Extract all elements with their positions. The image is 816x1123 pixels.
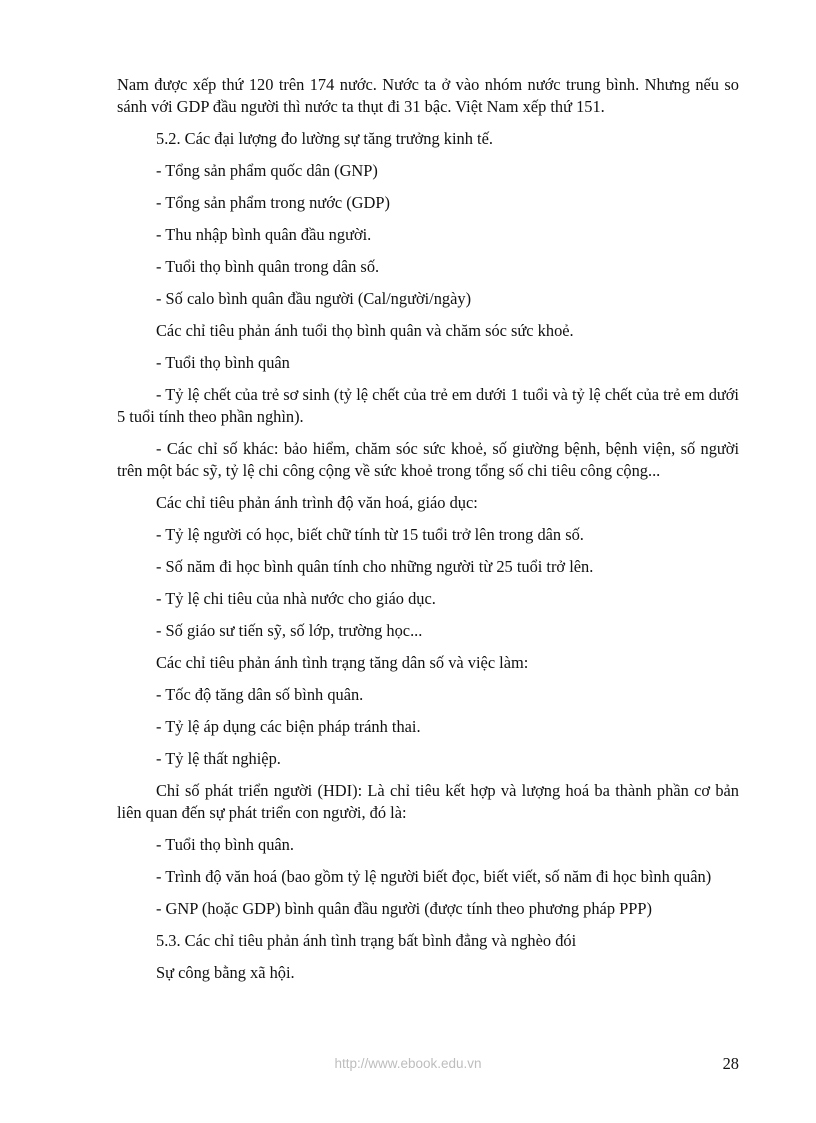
list-item: - Tuổi thọ bình quân. — [156, 835, 294, 854]
subheading-health: Các chỉ tiêu phản ánh tuổi thọ bình quân và chăm sóc sức khoẻ. — [156, 321, 574, 340]
list-item: - Tỷ lệ chi tiêu của nhà nước cho giáo dục. — [156, 589, 436, 608]
list-item: - Tỷ lệ người có học, biết chữ tính từ 15 tuổi trở lên trong dân số. — [156, 525, 584, 544]
list-item: - Tốc độ tăng dân số bình quân. — [156, 685, 364, 704]
list-item: - Trình độ văn hoá (bao gồm tỷ lệ người biết đọc, biết viết, số năm đi học bình quân) — [156, 867, 712, 886]
list-item: - Tỷ lệ chết của trẻ sơ sinh (tỷ lệ chết của trẻ em dưới 1 tuổi và tỷ lệ chết của trẻ em dưới 5 tuổi tính theo phần nghìn). — [117, 385, 739, 426]
page-number: 28 — [722, 1054, 739, 1073]
paragraph-continuation: Nam được xếp thứ 120 trên 174 nước. Nước ta ở vào nhóm nước trung bình. Nhưng nếu so sánh với GDP đầu người thì nước ta thụt đi 31 bậc. Việt Nam xếp thứ 151. — [117, 75, 739, 116]
list-item: - Tổng sản phẩm quốc dân (GNP) — [156, 161, 378, 180]
subheading-equity: Sự công bằng xã hội. — [156, 963, 295, 982]
subheading-population: Các chỉ tiêu phản ánh tình trạng tăng dân số và việc làm: — [156, 653, 529, 672]
list-item: - Tỷ lệ áp dụng các biện pháp tránh thai. — [156, 717, 421, 736]
list-item: - Số giáo sư tiến sỹ, số lớp, trường học... — [156, 621, 423, 640]
list-item: - Số calo bình quân đầu người (Cal/người/ngày) — [156, 289, 472, 308]
list-item: - Tỷ lệ thất nghiệp. — [156, 749, 281, 768]
list-item: - GNP (hoặc GDP) bình quân đầu người (được tính theo phương pháp PPP) — [156, 899, 652, 918]
hdi-paragraph: Chỉ số phát triển người (HDI): Là chỉ tiêu kết hợp và lượng hoá ba thành phần cơ bản liên quan đến sự phát triển con người, đó là: — [117, 781, 739, 822]
list-item: - Tuổi thọ bình quân trong dân số. — [156, 257, 380, 276]
list-item: - Số năm đi học bình quân tính cho những người từ 25 tuổi trở lên. — [156, 557, 594, 576]
list-item: - Các chỉ số khác: bảo hiểm, chăm sóc sức khoẻ, số giường bệnh, bệnh viện, số người trên một bác sỹ, tỷ lệ chi công cộng về sức khoẻ trong tổng số chi tiêu công cộng... — [117, 439, 739, 480]
list-item: - Tổng sản phẩm trong nước (GDP) — [156, 193, 390, 212]
subheading-education: Các chỉ tiêu phản ánh trình độ văn hoá, giáo dục: — [156, 493, 478, 512]
footer-url: http://www.ebook.edu.vn — [334, 1056, 482, 1071]
section-heading-5-2: 5.2. Các đại lượng đo lường sự tăng trưởng kinh tế. — [156, 129, 493, 148]
page-content — [117, 74, 739, 994]
section-heading-5-3: 5.3. Các chỉ tiêu phản ánh tình trạng bất bình đẳng và nghèo đói — [156, 931, 577, 950]
list-item: - Tuổi thọ bình quân — [156, 353, 290, 372]
list-item: - Thu nhập bình quân đầu người. — [156, 225, 372, 244]
